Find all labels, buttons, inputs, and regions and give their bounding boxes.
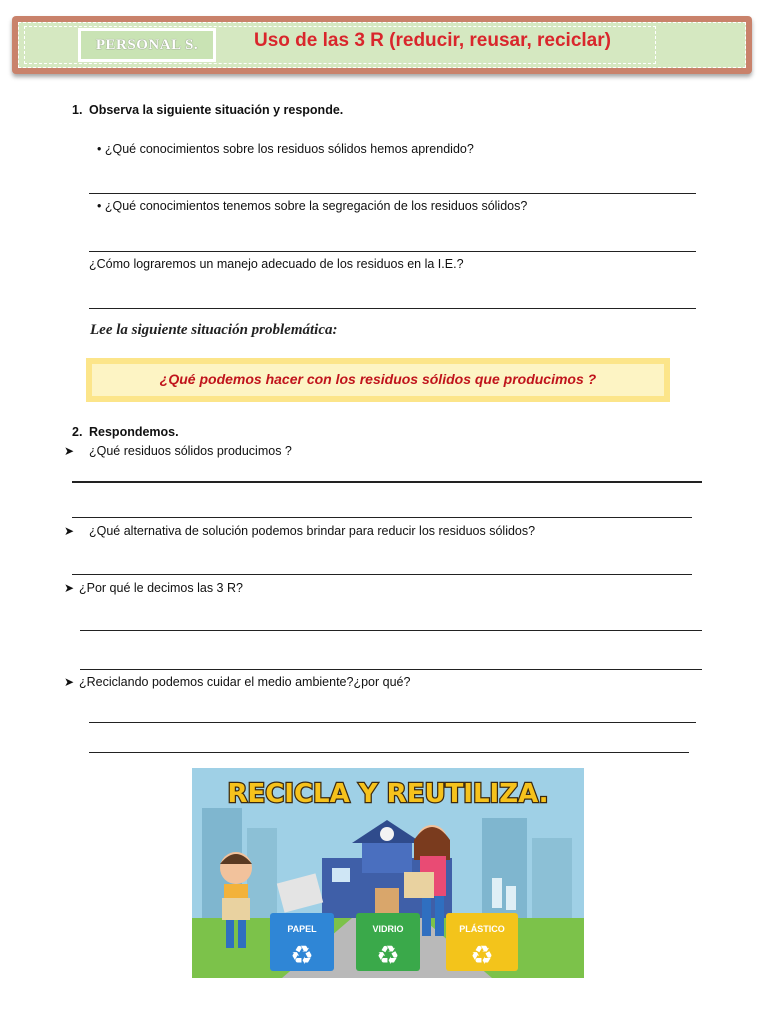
answer-line[interactable] <box>89 308 696 309</box>
section2-question-2: ¿Qué alternativa de solución podemos brindar para reducir los residuos sólidos? <box>89 524 536 538</box>
course-tag: PERSONAL S. <box>78 28 216 62</box>
answer-line[interactable] <box>89 251 696 252</box>
recycle-icon: ♻ <box>376 941 400 971</box>
girl-box <box>404 872 434 898</box>
section2-heading: Respondemos. <box>89 425 179 439</box>
bin-plastico-label: PLÁSTICO <box>459 924 505 934</box>
section1-question-2: • ¿Qué conocimientos tenemos sobre la segregación de los residuos sólidos? <box>97 199 528 213</box>
answer-line[interactable] <box>72 574 692 575</box>
answer-line[interactable] <box>89 752 689 753</box>
section1-question-3: ¿Cómo lograremos un manejo adecuado de los residuos en la I.E.? <box>89 257 464 271</box>
poster-headline: RECICLA Y REUTILIZA. <box>227 779 549 809</box>
page-title: Uso de las 3 R (reducir, reusar, reciclar) <box>254 30 611 51</box>
building-silhouette <box>247 828 277 918</box>
arrow-bullet-icon: ➤ <box>64 524 75 538</box>
kid-box <box>222 898 250 920</box>
girl-leg <box>435 896 444 936</box>
section1-number: 1. <box>72 103 83 117</box>
recycle-icon: ♻ <box>290 941 314 971</box>
problem-question: ¿Qué podemos hacer con los residuos sólidos que producimos ? <box>159 371 597 387</box>
recycle-icon: ♻ <box>470 941 494 971</box>
recycle-poster-image <box>192 768 584 978</box>
answer-line[interactable] <box>80 669 702 670</box>
arrow-bullet-icon: ➤ <box>64 675 75 689</box>
building-silhouette <box>532 838 572 918</box>
building-silhouette <box>482 818 527 918</box>
answer-line[interactable] <box>72 481 702 483</box>
arrow-bullet-icon: ➤ <box>64 444 75 458</box>
answer-line[interactable] <box>72 517 692 518</box>
girl-leg <box>422 896 431 936</box>
section1-heading: Observa la siguiente situación y responde. <box>89 103 344 117</box>
reading-label: Lee la siguiente situación problemática: <box>90 322 338 338</box>
answer-line[interactable] <box>89 722 696 723</box>
kid-leg <box>226 918 234 948</box>
school-window <box>332 868 350 882</box>
kid-leg <box>238 918 246 948</box>
section2-question-1: ¿Qué residuos sólidos producimos ? <box>89 444 292 458</box>
bin-papel-label: PAPEL <box>287 924 317 934</box>
answer-line[interactable] <box>80 630 702 631</box>
answer-line[interactable] <box>89 193 696 194</box>
school-tower <box>362 843 412 873</box>
section2-question-3: ¿Por qué le decimos las 3 R? <box>79 581 243 595</box>
section2-question-4: ¿Reciclando podemos cuidar el medio ambiente?¿por qué? <box>79 675 411 689</box>
bin-vidrio-label: VIDRIO <box>372 924 404 934</box>
arrow-bullet-icon: ➤ <box>64 581 75 595</box>
plastic-bottle <box>492 878 502 908</box>
section2-number: 2. <box>72 425 83 439</box>
section1-question-1: • ¿Qué conocimientos sobre los residuos sólidos hemos aprendido? <box>97 142 474 156</box>
school-clock <box>380 827 394 841</box>
plastic-bottle <box>506 886 516 910</box>
